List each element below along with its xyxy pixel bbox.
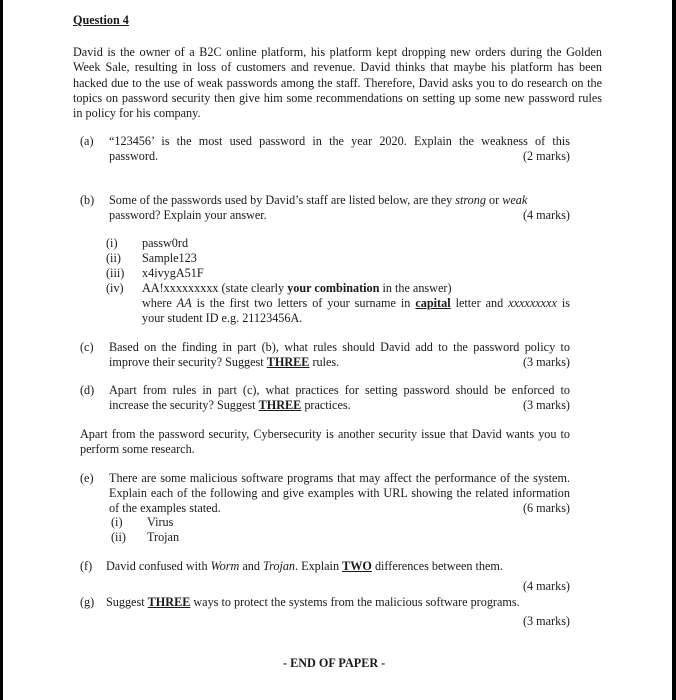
qb-line2: password? Explain your answer. (109, 208, 267, 222)
qb-iv-line1 (142, 281, 452, 296)
qf-worm: Worm (210, 559, 240, 573)
qb-iv-where-post: is (556, 296, 570, 310)
qf-label: (f) (80, 559, 93, 573)
qd-line2-post: practices. (301, 398, 351, 412)
qb-marks: (4 marks) (522, 208, 570, 222)
qc-line2-post: rules. (309, 355, 340, 369)
qc-line2-text: improve their security? Suggest (109, 355, 267, 369)
qb-strong-word: strong (455, 193, 486, 207)
qe-item-text: Virus (147, 515, 174, 529)
qb-iv-line3: your student ID e.g. 21123456A. (142, 311, 303, 325)
qb-iv-capital: capital (415, 296, 451, 310)
qb-item-num: (i) (106, 236, 118, 250)
right-edge-border (672, 0, 676, 700)
qf-trojan: Trojan (262, 559, 296, 573)
qe-line1: There are some malicious software programs that may affect the performance of the system. (109, 471, 570, 485)
qf-two: TWO (342, 559, 372, 573)
qf-mid: . Explain (295, 559, 343, 573)
qe-item-num: (ii) (111, 530, 126, 544)
qb-iv-bold: your combination (287, 281, 380, 295)
qe-item-num: (i) (111, 515, 123, 529)
qd-label: (d) (80, 383, 95, 397)
qa-line2: password. (109, 149, 159, 163)
intro-paragraph: David is the owner of a B2C online platform, his platform kept dropping new orders during the Golden Week Sale, resulting in loss of customers and revenue. David thinks that maybe his platform has been hacked due to the use of weak passwords among the staff. Therefore, David asks you to do research on the topics on password security then give him some recommendations on setting up some new password rules in policy for his company. (73, 45, 602, 121)
qb-iv-num: (iv) (106, 281, 124, 295)
qg-pre: Suggest (106, 595, 148, 609)
qg-post: ways to protect the systems from the malicious software programs. (190, 595, 520, 609)
qf-post: differences between them. (371, 559, 503, 573)
qd-marks: (3 marks) (522, 398, 570, 412)
section2-line1: Apart from the password security, Cybersecurity is another security issue that David wants you to (80, 427, 570, 441)
qb-item-text: x4ivygA51F (142, 266, 204, 280)
qc-line1: Based on the finding in part (b), what rules should David add to the password policy to (109, 340, 570, 354)
qb-iv-pre: AA!xxxxxxxxx (state clearly (142, 281, 288, 295)
qa-label: (a) (80, 134, 94, 148)
qd-three: THREE (258, 398, 302, 412)
question-title: Question 4 (73, 13, 129, 27)
qc-three: THREE (266, 355, 310, 369)
qb-label: (b) (80, 193, 95, 207)
qb-line1-text: Some of the passwords used by David’s staff are listed below, are they (109, 193, 456, 207)
qf-marks: (4 marks) (522, 579, 570, 593)
qc-label: (c) (80, 340, 94, 354)
qe-label: (e) (80, 471, 94, 485)
qb-or-word: or (485, 193, 503, 207)
qe-item-text: Trojan (147, 530, 180, 544)
qb-iv-where-mid2: letter and (450, 296, 509, 310)
qd-line2 (109, 398, 351, 413)
qe-marks: (6 marks) (522, 501, 570, 515)
end-of-paper: - END OF PAPER - (283, 656, 386, 670)
qb-item-text: passw0rd (142, 236, 189, 250)
qd-line2-text: increase the security? Suggest (109, 398, 259, 412)
qd-line1: Apart from rules in part (c), what practices for setting password should be enforced to (109, 383, 570, 397)
qb-iv-xs: xxxxxxxxx (508, 296, 557, 310)
qa-line1: “123456’ is the most used password in the year 2020. Explain the weakness of this (109, 134, 570, 148)
qf-line (106, 559, 503, 574)
qb-weak-word: weak (502, 193, 528, 207)
qa-marks: (2 marks) (522, 149, 570, 163)
section2-line2: perform some research. (80, 442, 195, 456)
qe-line2: Explain each of the following and give examples with URL showing the related information (109, 486, 570, 500)
qb-iv-where-mid: is the first two letters of your surname in (191, 296, 416, 310)
qg-label: (g) (80, 595, 95, 609)
qf-and: and (239, 559, 263, 573)
qb-line1 (109, 193, 527, 208)
qf-pre: David confused with (106, 559, 211, 573)
qg-line (106, 595, 520, 610)
qb-iv-where: where (142, 296, 177, 310)
qg-three: THREE (147, 595, 191, 609)
left-edge-border (0, 0, 3, 700)
qb-iv-post: in the answer) (379, 281, 452, 295)
qb-item-num: (iii) (106, 266, 125, 280)
qe-line3: of the examples stated. (109, 501, 221, 515)
qc-marks: (3 marks) (522, 355, 570, 369)
qg-marks: (3 marks) (522, 614, 570, 628)
qb-item-num: (ii) (106, 251, 121, 265)
qc-line2 (109, 355, 339, 370)
qb-item-text: Sample123 (142, 251, 197, 265)
qb-iv-aa: AA (176, 296, 192, 310)
qb-iv-line2 (142, 296, 570, 311)
